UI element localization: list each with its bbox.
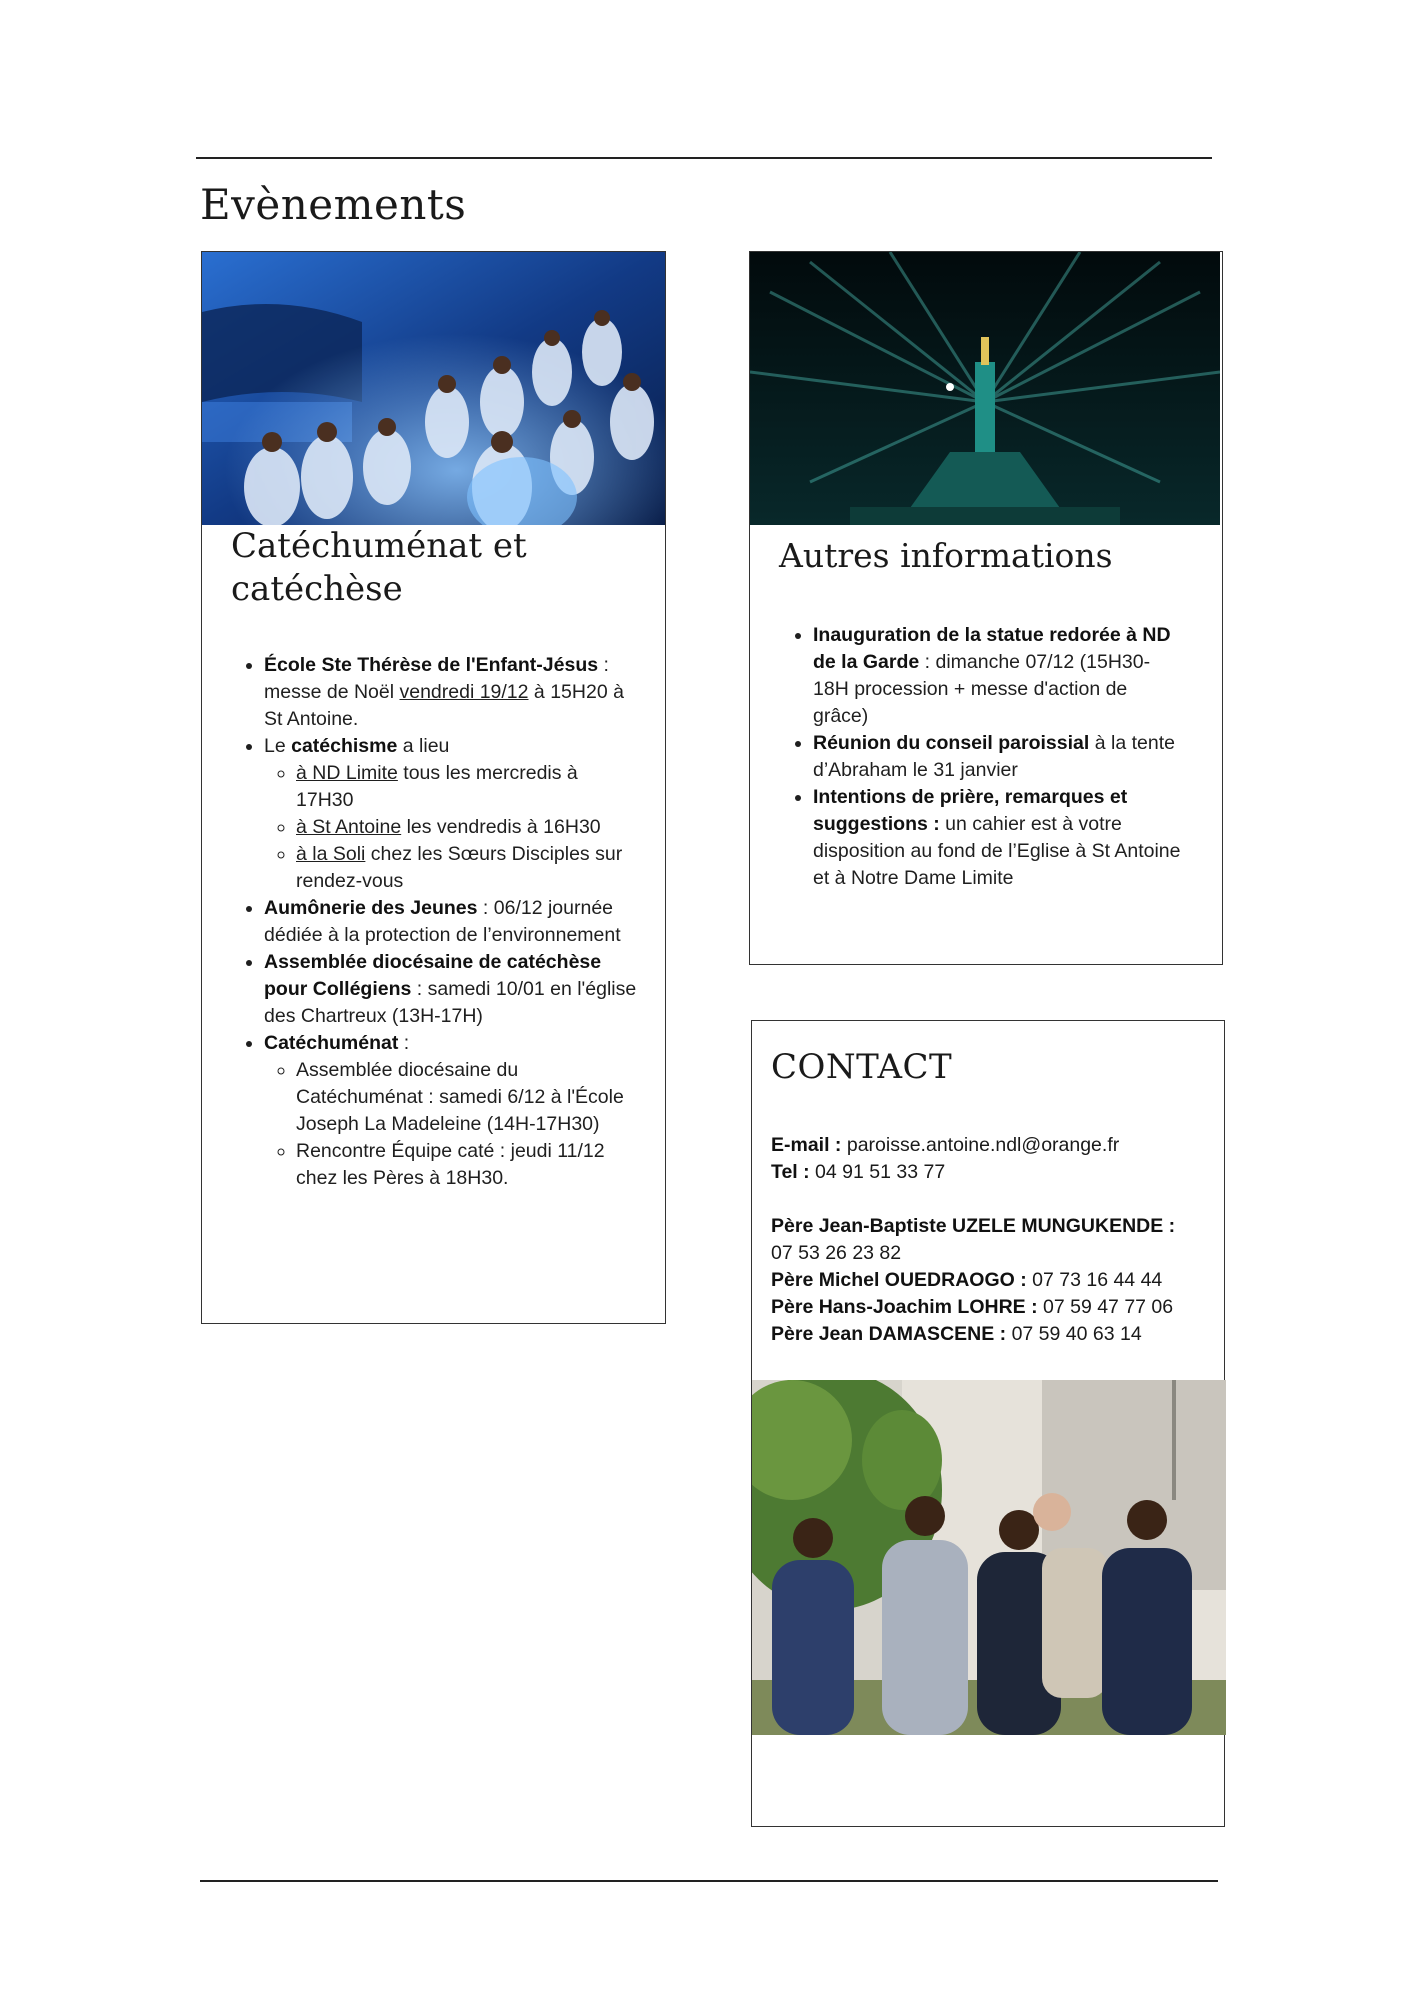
list-item: ◦ Assemblée diocésaine du Catéchuménat : samedi 6/12 à l'École Joseph La Madeleine (14H-17H30)	[296, 1057, 638, 1138]
catechumenat-title	[231, 525, 527, 611]
contact-title: CONTACT	[771, 1047, 953, 1087]
priest-2-line: Père Michel OUEDRAOGO : 07 73 16 44 44	[771, 1269, 1163, 1291]
list-item-school: • École Ste Thérèse de l'Enfant-Jésus : messe de Noël vendredi 19/12 à 15H20 à St Antoine.	[264, 652, 638, 733]
tel-value: 04 91 51 33 77	[809, 1161, 946, 1183]
list-item-aumonerie: • Aumônerie des Jeunes : 06/12 journée dédiée à la protection de l’environnement	[264, 895, 638, 949]
list-item: ◦ à ND Limite tous les mercredis à 17H30	[296, 760, 638, 814]
list-item: ◦ à la Soli chez les Sœurs Disciples sur rendez-vous	[296, 841, 638, 895]
catechumenat-title-line2: catéchèse	[231, 569, 403, 609]
list-item-intentions: • Intentions de prière, remarques et suggestions : un cahier est à votre disposition au fond de l’Eglise à St Antoine et à Notre Dame Limite	[813, 784, 1183, 892]
list-item-catechumenat: • Catéchuménat : ◦ Assemblée diocésaine du Catéchuménat : samedi 6/12 à l'École Joseph La Madeleine (14H-17H30) ◦ Rencontre Équipe caté : jeudi 11/12 chez les Pères à 18H30.	[264, 1030, 638, 1192]
list-item: ◦ Rencontre Équipe caté : jeudi 11/12 chez les Pères à 18H30.	[296, 1138, 638, 1192]
catechumenat-photo	[202, 252, 665, 525]
catechisme-sublist	[264, 760, 638, 895]
list-item-assemblee: • Assemblée diocésaine de catéchèse pour Collégiens : samedi 10/01 en l'église des Chartreux (13H-17H)	[264, 949, 638, 1030]
email-value: paroisse.antoine.ndl@orange.fr	[841, 1134, 1120, 1156]
catechumenat-list-container	[238, 652, 638, 1192]
catechumenat-sublist	[264, 1057, 638, 1192]
catechumenat-list	[238, 652, 638, 1192]
page-title: Evènements	[200, 180, 467, 229]
email-line: E-mail : paroisse.antoine.ndl@orange.fr	[771, 1134, 1120, 1156]
priest-1-phone: 07 53 26 23 82	[771, 1242, 902, 1264]
priest-1-name: Père Jean-Baptiste UZELE MUNGUKENDE :	[771, 1215, 1176, 1237]
priest-3-line: Père Hans-Joachim LOHRE : 07 59 47 77 06	[771, 1296, 1174, 1318]
autres-list-container	[787, 622, 1183, 892]
school-date-link: vendredi 19/12	[399, 681, 529, 703]
notre-dame-garde-photo	[750, 252, 1220, 525]
autres-list	[787, 622, 1183, 892]
priests-group-photo	[752, 1380, 1226, 1735]
list-item-inauguration: • Inauguration de la statue redorée à ND de la Garde : dimanche 07/12 (15H30-18H procession + messe d'action de grâce)	[813, 622, 1183, 730]
top-divider	[196, 157, 1212, 159]
priest-4-line: Père Jean DAMASCENE : 07 59 40 63 14	[771, 1323, 1142, 1345]
contact-details	[771, 1132, 1211, 1348]
autres-informations-title: Autres informations	[779, 536, 1113, 575]
tel-line: Tel : 04 91 51 33 77	[771, 1161, 946, 1183]
list-item-conseil: • Réunion du conseil paroissial à la tente d’Abraham le 31 janvier	[813, 730, 1183, 784]
list-item-catechisme: • Le catéchisme a lieu ◦ à ND Limite tous les mercredis à 17H30 ◦ à St Antoine les vendredis à 16H30 ◦ à la Soli chez les Sœurs Disciples sur rendez-vous	[264, 733, 638, 895]
list-item: ◦ à St Antoine les vendredis à 16H30	[296, 814, 638, 841]
bottom-divider	[200, 1880, 1218, 1882]
catechumenat-title-line1: Catéchuménat et	[231, 526, 527, 566]
